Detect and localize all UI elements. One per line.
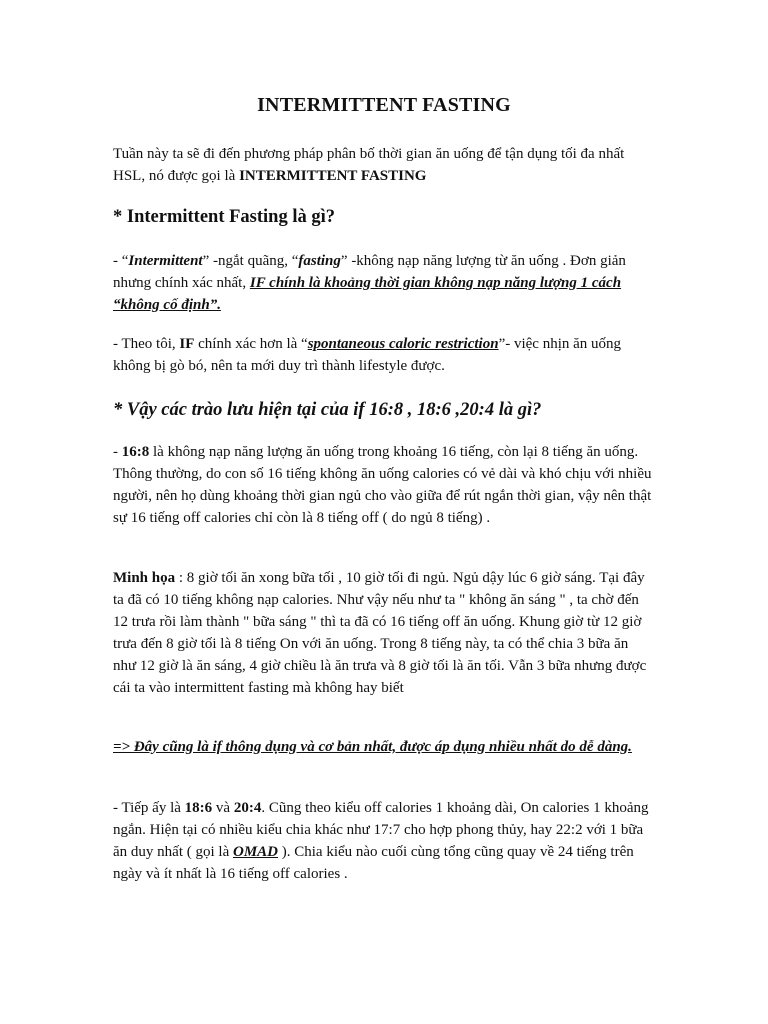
example-paragraph	[113, 567, 653, 699]
opinion-text-3: ”- việc nhịn ăn uống không bị gò bó, nên ta mới duy trì thành lifestyle được.	[113, 336, 622, 374]
def-text-1: - “	[113, 253, 129, 269]
intro-text: Tuần này ta sẽ đi đến phương pháp phân bố thời gian ăn uống để tận dụng tối đa nhất HSL, nó được gọi là	[113, 146, 625, 184]
definition-paragraph	[113, 250, 653, 316]
opinion-emphasis: spontaneous caloric restriction	[307, 336, 499, 352]
section-heading-definition: * Intermittent Fasting là gì?	[113, 207, 335, 227]
def-word-intermittent: Intermittent	[128, 253, 203, 269]
intro-bold: INTERMITTENT FASTING	[239, 168, 427, 184]
conclusion-text: => Đây cũng là if thông dụng và cơ bản nhất, được áp dụng nhiều nhất do dễ dàng.	[113, 739, 632, 755]
p186-text-2: và	[212, 800, 234, 816]
p168-bold: 16:8	[121, 444, 150, 460]
p186-text-4: ). Chia kiểu nào cuối cùng tổng cũng quay về 24 tiếng trên ngày và ít nhất là 16 tiếng off calories .	[113, 844, 634, 882]
opinion-if: IF	[179, 336, 195, 352]
p186-text-3: . Cũng theo kiểu off calories 1 khoảng dài, On calories 1 khoảng ngắn. Hiện tại có nhiều kiểu chia khác như 17:7 cho hợp phong thủy, hay 22:2 với 1 bữa ăn duy nhất ( gọi là	[113, 800, 649, 860]
def-text-2: ” -ngắt quãng, “	[202, 253, 299, 269]
opinion-text-2: chính xác hơn là “	[194, 336, 308, 352]
def-word-fasting: fasting	[298, 253, 341, 269]
opinion-text-1: - Theo tôi,	[113, 336, 180, 352]
opinion-paragraph	[113, 333, 653, 377]
p186-bold-20-4: 20:4	[233, 800, 262, 816]
intro-paragraph	[113, 143, 653, 187]
example-label: Minh họa	[113, 570, 176, 586]
p168-text-2: là không nạp năng lượng ăn uống trong khoảng 16 tiếng, còn lại 8 tiếng ăn uống. Thông thường, do con số 16 tiếng không ăn uống calories có vẻ dài và khó chịu với nhiều người, nên họ dùng khoảng thời gian ngủ cho vào giữa để rút ngắn thời gian, vậy nên thật sự 16 tiếng off calories chỉ còn là 8 tiếng off ( do ngủ 8 tiếng) .	[113, 444, 652, 526]
section-heading-trends: * Vậy các trào lưu hiện tại của if 16:8 , 18:6 ,20:4 là gì?	[113, 400, 542, 420]
p168-text-1: -	[113, 444, 122, 460]
paragraph-18-6-20-4	[113, 797, 653, 885]
p186-omad: OMAD	[232, 844, 278, 860]
def-text-3: ” -không nạp năng lượng từ ăn uống . Đơn giản nhưng chính xác nhất,	[113, 253, 626, 291]
paragraph-16-8	[113, 441, 653, 529]
p186-text-1: - Tiếp ấy là	[113, 800, 185, 816]
def-emphasis: IF chính là khoảng thời gian không nạp năng lượng 1 cách “không cố định”.	[113, 275, 622, 313]
example-text: : 8 giờ tối ăn xong bữa tối , 10 giờ tối đi ngủ. Ngủ dậy lúc 6 giờ sáng. Tại đây ta đã có 10 tiếng không nạp calories. Như vậy nếu như ta " không ăn sáng " , ta chờ đến 12 trưa rồi làm thành " bữa sáng " thì ta đã có 16 tiếng off ăn uống. Khung giờ từ 12 giờ trưa đến 8 giờ tối là 8 tiếng On với ăn uống. Trong 8 tiếng này, ta có thể chia 3 bữa ăn như 12 giờ là ăn sáng, 4 giờ chiều là ăn trưa và 8 giờ tối là ăn tối. Vẫn 3 bữa nhưng được cái ta vào intermittent fasting mà không hay biết	[113, 570, 647, 696]
conclusion-paragraph	[113, 736, 653, 758]
p186-bold-18-6: 18:6	[184, 800, 213, 816]
page-title: INTERMITTENT FASTING	[257, 94, 511, 116]
